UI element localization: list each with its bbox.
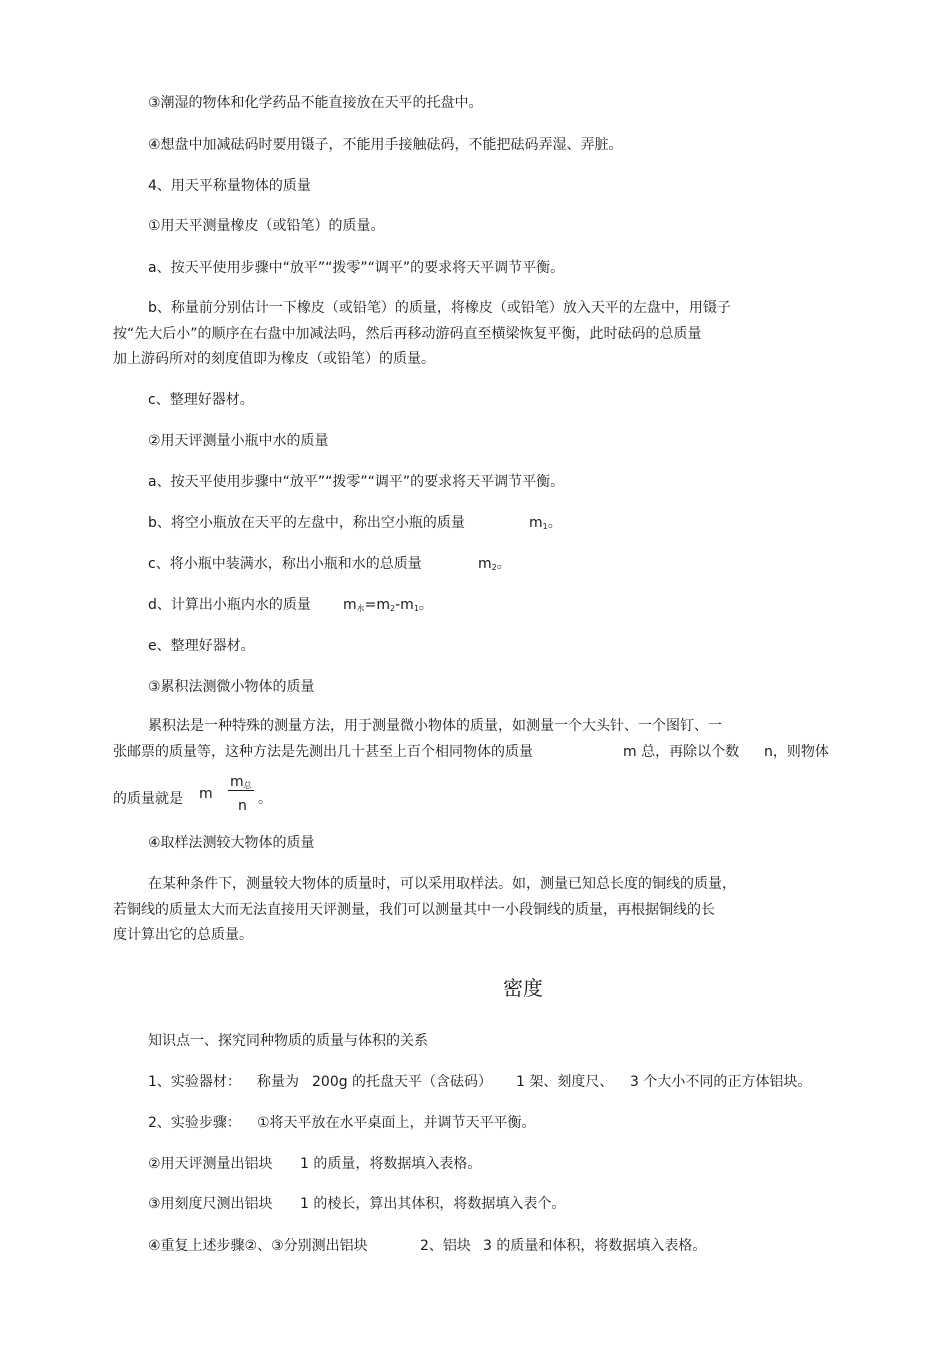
text-line: 若铜线的质量太大而无法直接用天评测量，我们可以测量其中一小段铜线的质量，再根据铜线的长 xyxy=(113,902,715,918)
text-line: ③累积法测微小物体的质量 xyxy=(148,679,315,695)
text-line: 张邮票的质量等，这种方法是先测出几十甚至上百个相同物体的质量 xyxy=(113,744,533,760)
text-line: b、称量前分别估计一下橡皮（或铅笔）的质量，将橡皮（或铅笔）放入天平的左盘中，用镊子 xyxy=(148,300,731,316)
fraction-denominator: n xyxy=(238,798,247,814)
text-span: 1 架、刻度尺、 xyxy=(516,1074,614,1090)
text-line: 的质量就是 xyxy=(113,791,183,807)
formula-m: m xyxy=(199,786,213,802)
text-span: 3 的质量和体积，将数据填入表格。 xyxy=(483,1238,707,1254)
text-span: 1 的棱长，算出其体积，将数据填入表个。 xyxy=(300,1196,566,1212)
fraction-numerator: $m_总$ xyxy=(230,774,252,790)
text-line: 知识点一、探究同种物质的质量与体积的关系 xyxy=(148,1033,428,1049)
text-span: 1 的质量，将数据填入表格。 xyxy=(300,1156,482,1172)
text-line: ①用天平测量橡皮（或铅笔）的质量。 xyxy=(148,218,385,234)
text-line: e、整理好器材。 xyxy=(148,638,255,654)
formula-m1: $m_1$。 xyxy=(529,515,562,531)
text-span: b、将空小瓶放在天平的左盘中，称出空小瓶的质量 xyxy=(148,515,465,531)
text-span: 3 个大小不同的正方体铝块。 xyxy=(630,1074,812,1090)
text-span: 1、实验器材： xyxy=(148,1074,241,1090)
formula-m2: $m_2$。 xyxy=(478,556,511,572)
text-span: 200g 的托盘天平（含砝码） xyxy=(312,1074,493,1090)
text-span: ②用天评测量出铝块 xyxy=(148,1156,273,1172)
text-line: ③潮湿的物体和化学药品不能直接放在天平的托盘中。 xyxy=(148,95,483,111)
text-line: ④想盘中加减砝码时要用镊子，不能用手接触砝码，不能把砝码弄湿、弄脏。 xyxy=(148,137,623,153)
text-line: 累积法是一种特殊的测量方法，用于测量微小物体的质量，如测量一个大头针、一个图钉、一 xyxy=(148,718,722,734)
text-line: a、按天平使用步骤中“放平”“拨零”“调平”的要求将天平调节平衡。 xyxy=(148,260,565,276)
formula-water-mass: $m_水=m_2-m_1$。 xyxy=(343,597,433,613)
section-heading: 密度 xyxy=(503,976,543,1000)
text-line: 加上游码所对的刻度值即为橡皮（或铅笔）的质量。 xyxy=(113,351,435,367)
text-span: ④重复上述步骤②、③分别测出铝块 xyxy=(148,1238,368,1254)
text-line: 在某种条件下，测量较大物体的质量时，可以采用取样法。如，测量已知总长度的铜线的质量， xyxy=(148,876,736,892)
text-span: 2、铝块 xyxy=(420,1238,471,1254)
text-line: 按“先大后小”的顺序在右盘中加减法吗，然后再移动游码直至横梁恢复平衡，此时砝码的总质量 xyxy=(113,326,702,342)
text-line: c、整理好器材。 xyxy=(148,392,254,408)
text-span: 。 xyxy=(258,791,272,807)
text-line: ④取样法测较大物体的质量 xyxy=(148,835,315,851)
text-line: a、按天平使用步骤中“放平”“拨零”“调平”的要求将天平调节平衡。 xyxy=(148,474,565,490)
text-span: m 总，再除以个数 xyxy=(623,744,740,760)
text-span: ③用刻度尺测出铝块 xyxy=(148,1196,273,1212)
text-span: 2、实验步骤： xyxy=(148,1115,241,1131)
text-span: ①将天平放在水平桌面上，并调节天平平衡。 xyxy=(257,1115,536,1131)
text-line: d、计算出小瓶内水的质量 xyxy=(148,597,311,613)
text-line xyxy=(148,513,465,533)
text-line: 度计算出它的总质量。 xyxy=(113,927,253,943)
text-line: 4、用天平称量物体的质量 xyxy=(148,178,311,194)
text-line: c、将小瓶中装满水，称出小瓶和水的总质量 xyxy=(148,556,422,572)
text-span: 称量为 xyxy=(257,1074,299,1090)
text-span: n，则物体 xyxy=(764,744,829,760)
text-line: ②用天评测量小瓶中水的质量 xyxy=(148,433,329,449)
